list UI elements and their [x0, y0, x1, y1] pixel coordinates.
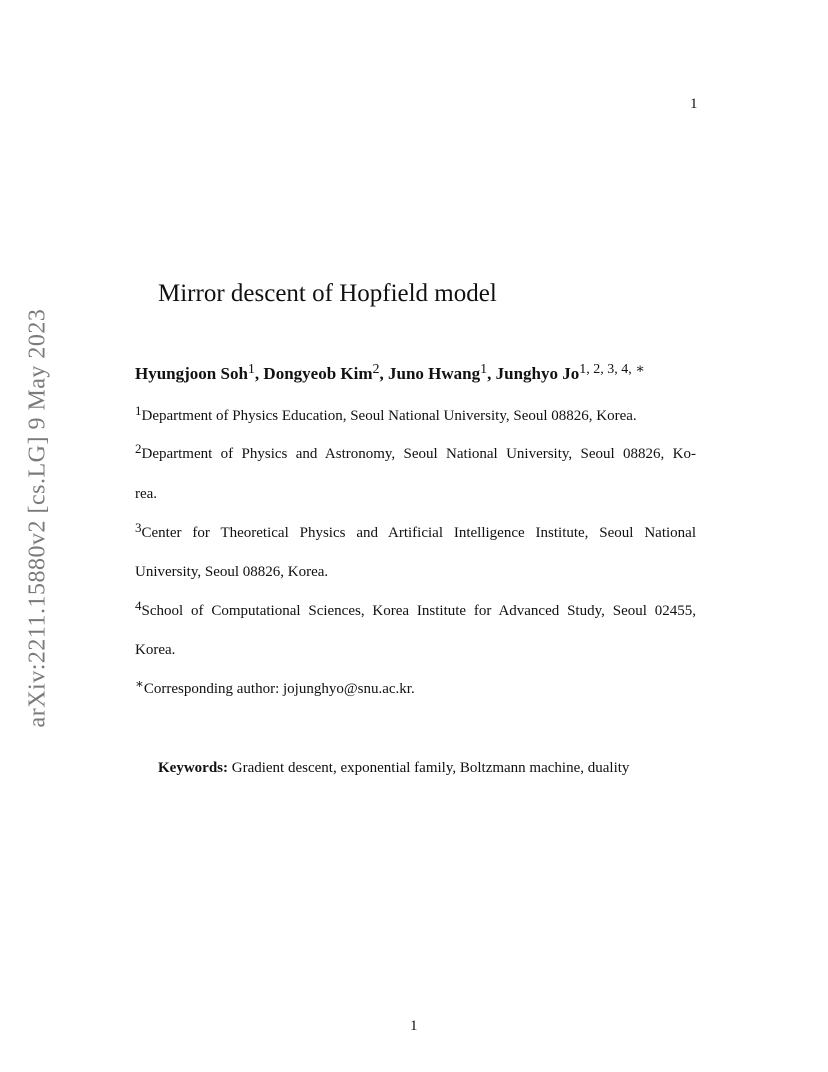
author-affiliation-mark: 1 — [480, 362, 488, 377]
corresponding-text: Corresponding author: jojunghyo@snu.ac.kr. — [143, 681, 415, 697]
affiliation-text: Department of Physics Education, Seoul National University, Seoul 08826, Korea. — [141, 408, 637, 424]
corresponding-author — [135, 676, 696, 699]
affiliation-mark: 1 — [135, 403, 142, 418]
affiliation-1 — [135, 403, 696, 426]
author-name: Junghyo Jo — [495, 364, 580, 383]
author-list — [135, 364, 645, 384]
affiliation-mark: 3 — [135, 520, 142, 535]
affiliation-4-line-2: Korea. — [135, 642, 176, 658]
affiliation-4-line-1 — [135, 598, 696, 621]
author-separator: , — [487, 364, 496, 383]
paper-title: Mirror descent of Hopfield model — [158, 280, 497, 307]
affiliation-text: School of Computational Sciences, Korea Institute for Advanced Study, Seoul 02455, — [141, 603, 696, 619]
author-affiliation-mark: 1, 2, 3, 4, ∗ — [579, 362, 645, 377]
affiliation-mark: 2 — [135, 441, 142, 456]
affiliation-3-line-2: University, Seoul 08826, Korea. — [135, 564, 329, 580]
author-name: Juno Hwang — [388, 364, 481, 383]
affiliation-text: Department of Physics and Astronomy, Seoul National University, Seoul 08826, Ko- — [141, 446, 696, 462]
affiliation-2-line-2: rea. — [135, 486, 158, 502]
arxiv-identifier-stamp: arXiv:2211.15880v2 [cs.LG] 9 May 2023 — [24, 308, 51, 728]
corresponding-mark: ∗ — [135, 676, 144, 691]
author-affiliation-mark: 2 — [372, 362, 380, 377]
keywords-line — [158, 760, 629, 777]
affiliation-2-line-1 — [135, 441, 696, 464]
page-number-top: 1 — [690, 96, 698, 112]
affiliation-mark: 4 — [135, 598, 142, 613]
author-name: Hyungjoon Soh — [135, 364, 248, 383]
author-separator: , — [379, 364, 389, 383]
page-number-bottom: 1 — [410, 1018, 418, 1034]
author-affiliation-mark: 1 — [247, 362, 255, 377]
author-name: Dongyeob Kim — [263, 364, 373, 383]
keywords-text: Gradient descent, exponential family, Boltzmann machine, duality — [231, 760, 630, 776]
author-separator: , — [254, 364, 264, 383]
keywords-label: Keywords: — [158, 760, 228, 776]
affiliation-text: Center for Theoretical Physics and Artificial Intelligence Institute, Seoul National — [141, 525, 696, 541]
affiliation-3-line-1 — [135, 520, 696, 543]
